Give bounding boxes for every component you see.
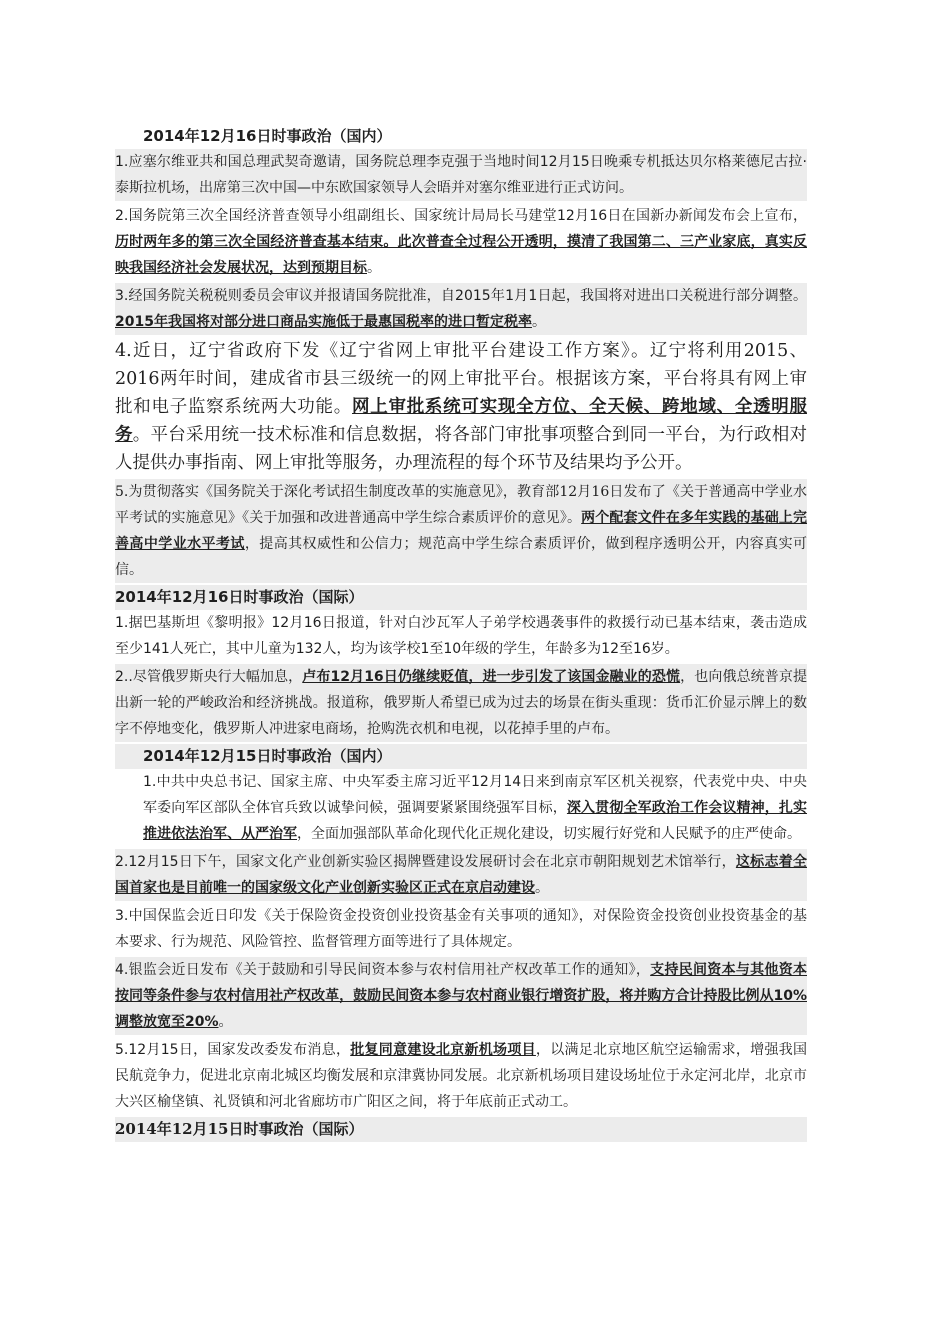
news-text: 4.银监会近日发布《关于鼓励和引导民间资本参与农村信用社产权改革工作的通知》， [115,962,651,978]
news-highlight: 深入贯彻全军政治工作会议精神，扎实推进依法治军、从严治军 [143,800,808,842]
news-text: 2..尽管俄罗斯央行大幅加息， [115,669,303,685]
news-text-end: 。 [218,1014,233,1030]
news-text-end: ，以满足北京地区航空运输需求，增强我国民航竞争力，促进北京南北城区均衡发展和京津冀协同发展。北京新机场项目建设场址位于永定河北岸，北京市大兴区榆垡镇、礼贤镇和河北省廊坊市广阳区之间，将于年底前正式动工。 [115,1042,808,1110]
news-text: 2.12月15日下午，国家文化产业创新实验区揭牌暨建设发展研讨会在北京市朝阳规划艺术馆举行， [115,854,736,870]
news-text-end: ，也向俄总统普京提出新一轮的严峻政治和经济挑战。报道称，俄罗斯人希望已成为过去的场景在街头重现：货币汇价显示牌上的数字不停地变化，俄罗斯人冲进家电商场，抢购洗衣机和电视，以花掉手里的卢布。 [115,669,808,737]
news-item-1 [115,149,807,201]
news-text: 3.中国保监会近日印发《关于保险资金投资创业投资基金有关事项的通知》，对保险资金投资创业投资基金的基本要求、行为规范、风险管控、监督管理方面等进行了具体规定。 [115,908,807,950]
news-highlight: 网上审批系统可实现全方位、全天候、跨地域、全透明服务 [115,397,808,445]
news-text: 4.近日，辽宁省政府下发《辽宁省网上审批平台建设工作方案》。辽宁将利用2015、2016两年时间，建成省市县三级统一的网上审批平台。根据该方案，平台将具有网上审批和电子监察系统两大功能。 [115,341,807,417]
news-text-end: ，全面加强部队革命化现代化正规化建设，切实履行好党和人民赋予的庄严使命。 [297,826,801,842]
news-text: 1.中共中央总书记、国家主席、中央军委主席习近平12月14日来到南京军区机关视察，代表党中央、中央军委向军区部队全体官兵致以诚挚问候，强调要紧紧围绕强军目标， [143,774,807,816]
news-highlight: 这标志着全国首家也是目前唯一的国家级文化产业创新实验区正式在京启动建设 [115,854,808,896]
news-item-2 [115,203,807,281]
news-item-intl-1 [115,610,807,662]
news-text: 1.应塞尔维亚共和国总理武契奇邀请，国务院总理李克强于当地时间12月15日晚乘专机抵达贝尔格莱德尼古拉·泰斯拉机场，出席第三次中国—中东欧国家领导人会晤并对塞尔维亚进行正式访问。 [115,154,807,196]
news-item-1215-4 [115,957,807,1035]
document-body [115,124,807,1142]
news-text: 1.据巴基斯坦《黎明报》12月16日报道，针对白沙瓦军人子弟学校遇袭事件的救援行动已基本结束，袭击造成至少141人死亡，其中儿童为132人，均为该学校1至10年级的学生，年龄多为12至16岁。 [115,615,807,657]
news-text: 2.国务院第三次全国经济普查领导小组副组长、国家统计局局长马建堂12月16日在国新办新闻发布会上宣布， [115,208,807,224]
news-text: 5.12月15日，国家发改委发布消息， [115,1042,351,1058]
news-item-5 [115,479,807,583]
news-text: 5.为贯彻落实《国务院关于深化考试招生制度改革的实施意见》，教育部12月16日发布了《关于普通高中学业水平考试的实施意见》《关于加强和改进普通高中学生综合素质评价的意见》。 [115,484,807,526]
news-item-1215-5 [115,1037,807,1115]
news-item-1215-3 [115,903,807,955]
section-heading-domestic-1216: 2014年12月16日时事政治（国内） [143,127,392,145]
news-highlight: 卢布12月16日仍继续贬值，进一步引发了该国金融业的恐慌 [302,669,681,685]
news-highlight: 支持民间资本与其他资本按同等条件参与农村信用社产权改革，鼓励民间资本参与农村商业银行增资扩股，将并购方合计持股比例从10%调整放宽至20% [115,962,807,1030]
news-text-end: ，提高其权威性和公信力；规范高中学生综合素质评价，做到程序透明公开，内容真实可信。 [115,536,808,578]
news-highlight: 两个配套文件在多年实践的基础上完善高中学业水平考试 [115,510,808,552]
news-item-3 [115,283,807,335]
news-highlight: 批复同意建设北京新机场项目 [350,1042,536,1058]
news-text: 3.经国务院关税税则委员会审议并报请国务院批准，自2015年1月1日起，我国将对进出口关税进行部分调整。 [115,288,807,304]
news-text-end: 。 [535,880,549,896]
section-heading-domestic-1215: 2014年12月15日时事政治（国内） [115,744,807,769]
section-heading-intl-1216: 2014年12月16日时事政治（国际） [115,585,807,610]
news-item-1215-1 [115,769,807,847]
news-text-end: 。 [531,314,546,330]
news-highlight: 2015年我国将对部分进口商品实施低于最惠国税率的进口暂定税率 [115,314,532,330]
news-item-1215-2 [115,849,807,901]
news-highlight: 历时两年多的第三次全国经济普查基本结束。此次普查全过程公开透明，摸清了我国第二、三产业家底，真实反映我国经济社会发展状况，达到预期目标 [115,234,807,276]
news-text-end: 。 [367,260,381,276]
news-text-end: 。平台采用统一技术标准和信息数据，将各部门审批事项整合到同一平台，为行政相对人提供办事指南、网上审批等服务，办理流程的每个环节及结果均予公开。 [115,425,807,473]
news-item-4 [115,337,807,477]
section-heading-intl-1215: 2014年12月15日时事政治（国际） [115,1117,807,1142]
news-item-intl-2 [115,664,807,742]
